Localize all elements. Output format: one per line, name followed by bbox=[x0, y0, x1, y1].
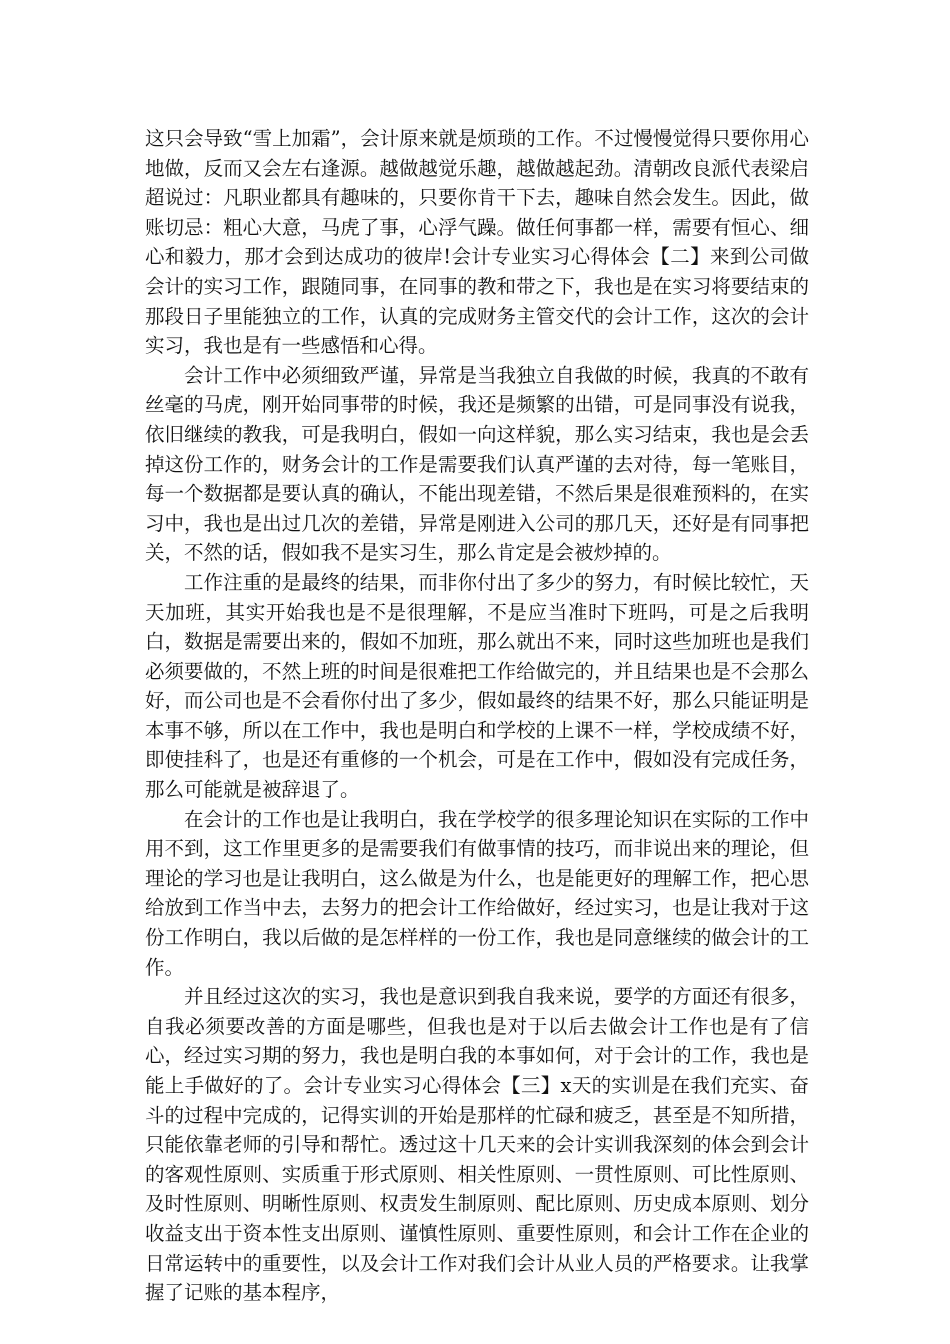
paragraph-3: 工作注重的是最终的结果，而非你付出了多少的努力，有时候比较忙，天天加班，其实开始我也是不是很理解，不是应当准时下班吗，可是之后我明白，数据是需要出来的，假如不加班，那么就出不来，同时这些加班也是我们必须要做的，不然上班的时间是很难把工作给做完的，并且结果也是不会那么好，而公司也是不会看你付出了多少，假如最终的结果不好，那么只能证明是本事不够，所以在工作中，我也是明白和学校的上课不一样，学校成绩不好，即使挂科了，也是还有重修的一个机会，可是在工作中，假如没有完成任务，那么可能就是被辞退了。 bbox=[145, 570, 809, 802]
paragraph-2: 会计工作中必须细致严谨，异常是当我独立自我做的时候，我真的不敢有丝毫的马虎，刚开始同事带的时候，我还是频繁的出错，可是同事没有说我，依旧继续的教我，可是我明白，假如一向这样貌，那么实习结束，我也是会丢掉这份工作的，财务会计的工作是需要我们认真严谨的去对待，每一笔账目，每一个数据都是要认真的确认，不能出现差错，不然后果是很难预料的，在实习中，我也是出过几次的差错，异常是刚进入公司的那几天，还好是有同事把关，不然的话，假如我不是实习生，那么肯定是会被炒掉的。 bbox=[145, 363, 809, 565]
paragraph-1: 这只会导致“雪上加霜”，会计原来就是烦琐的工作。不过慢慢觉得只要你用心地做，反而又会左右逢源。越做越觉乐趣，越做越起劲。清朝改良派代表梁启超说过：凡职业都具有趣味的，只要你肯干下去，趣味自然会发生。因此，做账切忌：粗心大意，马虎了事，心浮气躁。做任何事都一样，需要有恒心、细心和毅力，那才会到达成功的彼岸!会计专业实习心得体会【二】来到公司做会计的实习工作，跟随同事，在同事的教和带之下，我也是在实习将要结束的那段日子里能独立的工作，认真的完成财务主管交代的会计工作，这次的会计实习，我也是有一些感悟和心得。 bbox=[145, 127, 809, 358]
paragraph-4: 在会计的工作也是让我明白，我在学校学的很多理论知识在实际的工作中用不到，这工作里更多的是需要我们有做事情的技巧，而非说出来的理论，但理论的学习也是让我明白，这么做是为什么，也是能更好的理解工作，把心思给放到工作当中去，去努力的把会计工作给做好，经过实习，也是让我对于这份工作明白，我以后做的是怎样样的一份工作，我也是同意继续的做会计的工作。 bbox=[145, 807, 809, 979]
paragraph-5: 并且经过这次的实习，我也是意识到我自我来说，要学的方面还有很多，自我必须要改善的方面是哪些，但我也是对于以后去做会计工作也是有了信心，经过实习期的努力，我也是明白我的本事如何，对于会计的工作，我也是能上手做好的了。会计专业实习心得体会【三】x天的实训是在我们充实、奋斗的过程中完成的，记得实训的开始是那样的忙碌和疲乏，甚至是不知所措，只能依靠老师的引导和帮忙。透过这十几天来的会计实训我深刻的体会到会计的客观性原则、实质重于形式原则、相关性原则、一贯性原则、可比性原则、及时性原则、明晰性原则、权责发生制原则、配比原则、历史成本原则、划分收益支出于资本性支出原则、谨慎性原则、重要性原则，和会计工作在企业的日常运转中的重要性，以及会计工作对我们会计从业人员的严格要求。让我掌握了记账的基本程序， bbox=[145, 985, 809, 1305]
document-body bbox=[145, 124, 809, 1308]
